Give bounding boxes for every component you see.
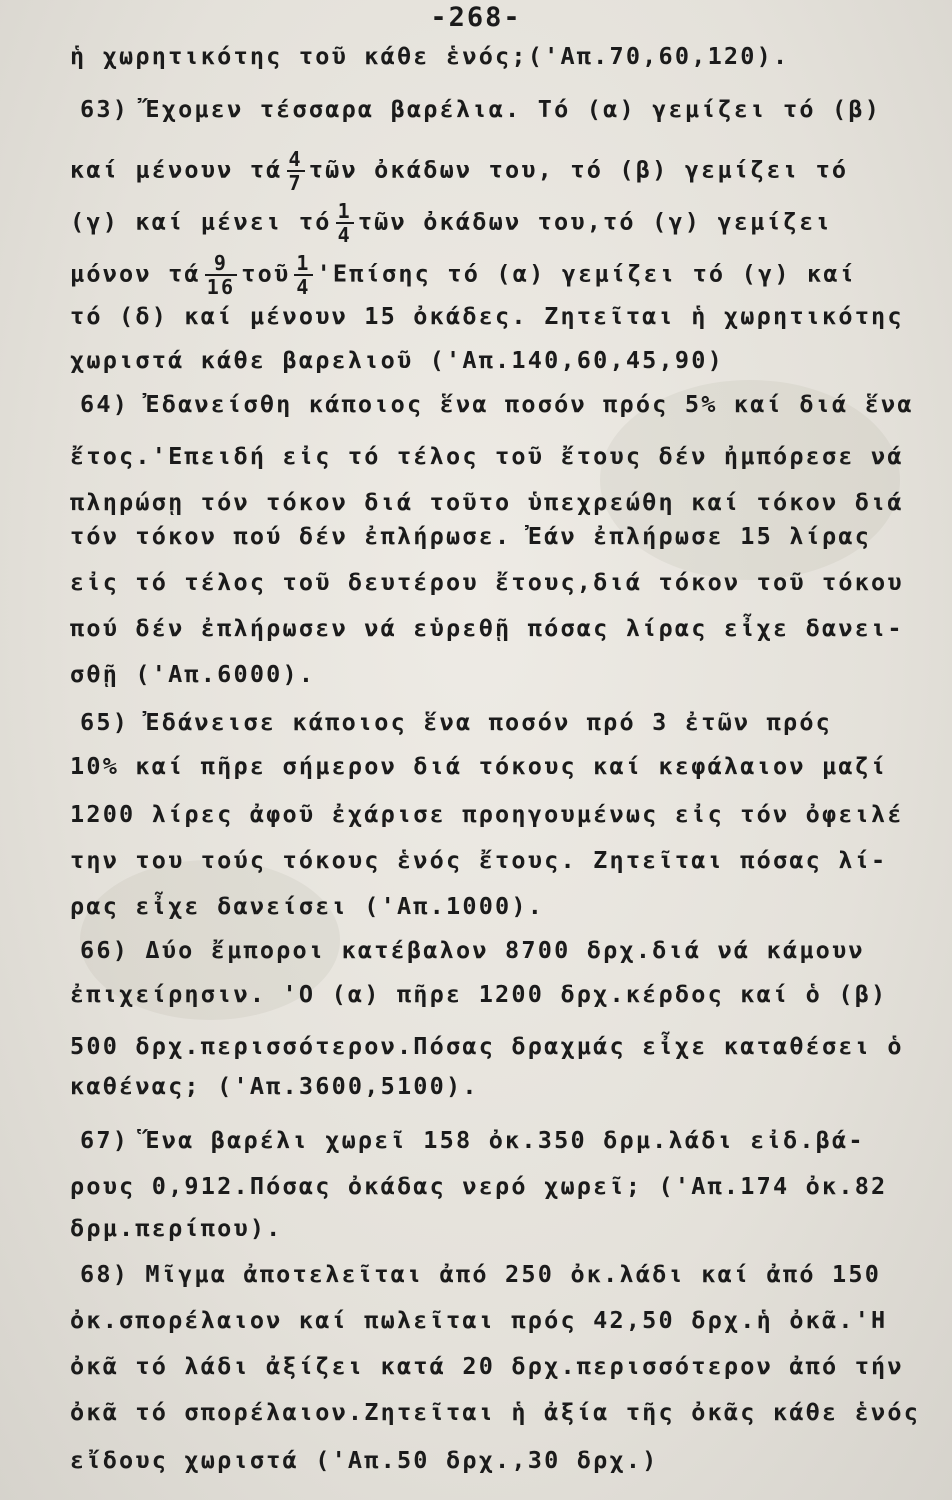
text-segment: χωριστά κάθε βαρελιοῦ ('Απ.140,60,45,90) (70, 346, 724, 374)
text-line (70, 568, 904, 596)
text-segment: τό (δ) καί μένουν 15 ὀκάδες. Ζητεῖται ἡ χωρητικότης (70, 302, 904, 330)
text-line (70, 522, 871, 550)
fraction-numerator: 4 (288, 147, 303, 171)
text-segment: τῶν ὀκάδων του, τό (β) γεμίζει τό (308, 155, 849, 184)
text-segment: την του τούς τόκους ἑνός ἔτους. Ζητεῖται πόσας λί- (70, 846, 888, 874)
page-number: -268- (430, 2, 522, 33)
text-segment: 500 δρχ.περισσότερον.Πόσας δραχμάς εἶχε καταθέσει ὁ (70, 1032, 904, 1060)
text-segment: σθῇ ('Απ.6000). (70, 660, 316, 688)
fraction (287, 148, 305, 194)
text-line (70, 800, 904, 828)
text-segment: (γ) καί μένει τό (70, 207, 332, 236)
text-segment: ἔτος.'Επειδή εἰς τό τέλος τοῦ ἔτους δέν ἠμπόρεσε νά (70, 442, 904, 470)
text-line (70, 346, 724, 374)
text-segment: εἴδους χωριστά ('Απ.50 δρχ.,30 δρχ.) (70, 1446, 659, 1474)
text-segment: 1200 λίρες ἀφοῦ ἐχάρισε προηγουμένως εἰς τόν ὀφειλέ (70, 800, 904, 828)
fraction (336, 200, 354, 246)
text-line (70, 252, 856, 298)
text-line (70, 1446, 659, 1474)
text-segment: τόν τόκον πού δέν ἐπλήρωσε. Ἐάν ἐπλήρωσε 15 λίρας (70, 522, 872, 550)
text-segment: 65) Ἐδάνεισε κάποιος ἕνα ποσόν πρό 3 ἐτῶν πρός (80, 708, 833, 736)
text-line (70, 488, 904, 516)
text-line (70, 1172, 887, 1200)
text-segment: πού δέν ἐπλήρωσεν νά εὑρεθῇ πόσας λίρας εἶχε δανει- (70, 614, 904, 642)
fraction-denominator: 16 (206, 275, 236, 299)
text-line (80, 390, 914, 418)
fraction-denominator: 4 (296, 275, 311, 299)
text-line (70, 442, 904, 470)
text-segment: τοῦ (241, 259, 291, 288)
text-line (80, 708, 832, 736)
text-line (70, 42, 789, 70)
text-line (70, 846, 887, 874)
text-segment: 63) Ἔχομεν τέσσαρα βαρέλια. Τό (α) γεμίζει τό (β) (80, 95, 882, 123)
text-segment: 'Επίσης τό (α) γεμίζει τό (γ) καί (316, 259, 857, 288)
fraction-numerator: 1 (337, 199, 352, 223)
text-line (70, 1072, 479, 1100)
text-line (70, 302, 904, 330)
text-segment: εἰς τό τέλος τοῦ δευτέρου ἔτους,διά τόκον τοῦ τόκου (70, 568, 904, 596)
text-segment: 67) Ἕνα βαρέλι χωρεῖ 158 ὀκ.350 δρμ.λάδι εἰδ.βά- (80, 1126, 865, 1154)
fraction (205, 252, 237, 298)
text-line (70, 752, 887, 780)
text-segment: ἡ χωρητικότης τοῦ κάθε ἑνός;('Απ.70,60,120). (70, 42, 790, 70)
text-line (70, 1306, 887, 1334)
text-segment: τῶν ὀκάδων του,τό (γ) γεμίζει (357, 207, 832, 236)
text-segment: μόνον τά (70, 259, 201, 288)
text-line (80, 1260, 881, 1288)
fraction-numerator: 1 (296, 251, 311, 275)
text-line (70, 980, 887, 1008)
text-line (70, 1032, 904, 1060)
text-segment: ἐπιχείρησιν. 'Ο (α) πῆρε 1200 δρχ.κέρδος καί ὁ (β) (70, 980, 888, 1008)
text-segment: πληρώσῃ τόν τόκον διά τοῦτο ὑπεχρεώθη καί τόκον διά (70, 488, 904, 516)
text-line (70, 660, 315, 688)
text-segment: καθένας; ('Απ.3600,5100). (70, 1072, 479, 1100)
fraction-denominator: 7 (288, 171, 303, 195)
text-segment: 10% καί πῆρε σήμερον διά τόκους καί κεφάλαιον μαζί (70, 752, 888, 780)
text-segment: 68) Μῖγμα ἀποτελεῖται ἀπό 250 ὀκ.λάδι καί ἀπό 150 (80, 1260, 882, 1288)
text-line (70, 200, 832, 246)
text-segment: ρους 0,912.Πόσας ὀκάδας νερό χωρεῖ; ('Απ.174 ὀκ.82 (70, 1172, 888, 1200)
text-line (70, 1214, 283, 1242)
text-segment: ὀκᾶ τό λάδι ἀξίζει κατά 20 δρχ.περισσότερον ἀπό τήν (70, 1352, 904, 1380)
text-line (70, 892, 544, 920)
text-line (70, 1398, 920, 1426)
fraction-denominator: 4 (337, 223, 352, 247)
text-line (70, 148, 848, 194)
text-segment: καί μένουν τά (70, 155, 283, 184)
text-line (80, 1126, 865, 1154)
text-segment: ὀκᾶ τό σπορέλαιον.Ζητεῖται ἡ ἀξία τῆς ὀκᾶς κάθε ἑνός (70, 1398, 921, 1426)
text-segment: 64) Ἐδανείσθη κάποιος ἕνα ποσόν πρός 5% καί διά ἕνα (80, 390, 914, 418)
text-segment: ὀκ.σπορέλαιον καί πωλεῖται πρός 42,50 δρχ.ἡ ὀκᾶ.'Η (70, 1306, 888, 1334)
text-segment: 66) Δύο ἔμποροι κατέβαλον 8700 δρχ.διά νά κάμουν (80, 936, 865, 964)
text-line (80, 936, 865, 964)
text-segment: ρας εἶχε δανείσει ('Απ.1000). (70, 892, 545, 920)
text-line (70, 1352, 904, 1380)
text-line (80, 95, 881, 123)
fraction-numerator: 9 (205, 252, 237, 276)
fraction (294, 252, 312, 298)
text-segment: δρμ.περίπου). (70, 1214, 283, 1242)
text-line (70, 614, 904, 642)
